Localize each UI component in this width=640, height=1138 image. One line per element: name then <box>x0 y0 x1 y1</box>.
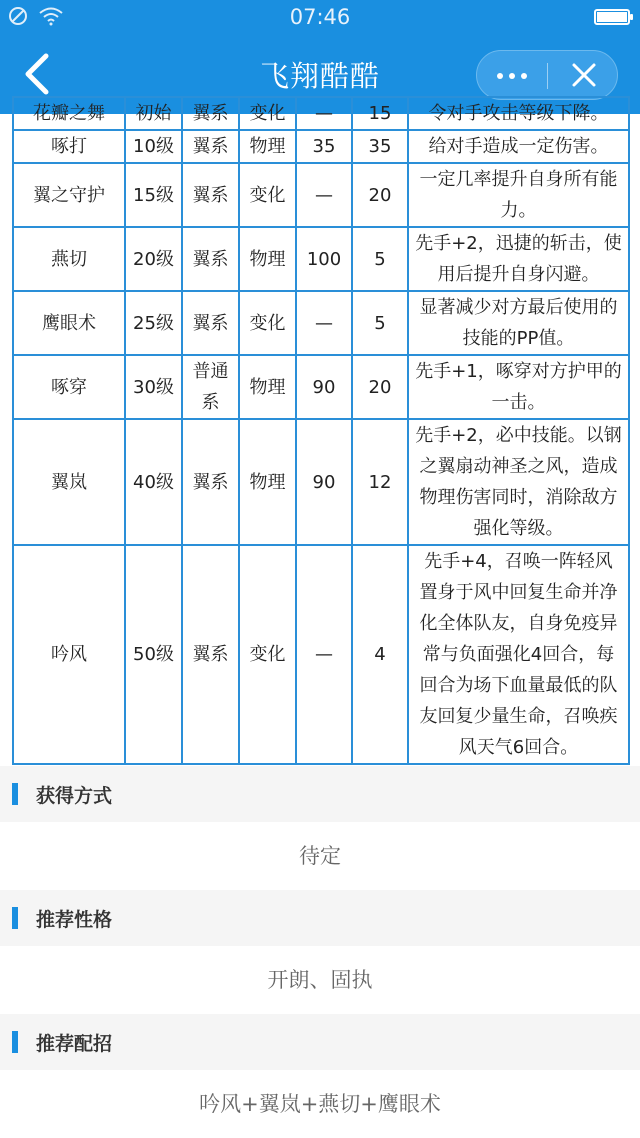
skill-type-cell: 翼系 <box>182 227 239 291</box>
skill-desc-cell: 显著减少对方最后使用的 技能的PP值。 <box>408 291 629 355</box>
close-icon <box>549 51 619 101</box>
section-accent-bar <box>12 783 18 805</box>
skill-level-cell: 15级 <box>125 163 182 227</box>
skill-table <box>12 96 630 765</box>
skill-category-cell: 物理 <box>239 419 296 545</box>
skill-power-cell: — <box>296 291 352 355</box>
skill-name-cell: 翼岚 <box>13 419 125 545</box>
skill-category-cell: 物理 <box>239 355 296 419</box>
table-row <box>13 227 629 291</box>
skill-type-cell: 翼系 <box>182 419 239 545</box>
skill-level-cell: 初始 <box>125 97 182 130</box>
skill-level-cell: 25级 <box>125 291 182 355</box>
skill-level-cell: 30级 <box>125 355 182 419</box>
table-row <box>13 163 629 227</box>
skill-level-cell: 10级 <box>125 130 182 163</box>
skill-category-cell: 变化 <box>239 163 296 227</box>
close-button[interactable] <box>549 51 619 101</box>
skill-desc-cell: 先手+4，召唤一阵轻风 置身于风中回复生命并净 化全体队友，自身免疫异 常与负面强化4回合，每 回合为场下血量最低的队 友回复少量生命，召唤疾 风天气6回合。 <box>408 545 629 764</box>
table-row <box>13 419 629 545</box>
skill-type-cell: 翼系 <box>182 163 239 227</box>
skill-level-cell: 20级 <box>125 227 182 291</box>
skill-type-cell: 翼系 <box>182 291 239 355</box>
skill-category-cell: 变化 <box>239 97 296 130</box>
skill-name-cell: 鹰眼术 <box>13 291 125 355</box>
skill-pp-cell: 12 <box>352 419 408 545</box>
skill-power-cell: 90 <box>296 419 352 545</box>
skill-name-cell: 燕切 <box>13 227 125 291</box>
battery-icon <box>594 9 630 25</box>
skill-power-cell: — <box>296 97 352 130</box>
skill-desc-cell: 给对手造成一定伤害。 <box>408 130 629 163</box>
table-row <box>13 545 629 764</box>
section-title: 获得方式 <box>36 785 113 807</box>
skill-level-cell: 40级 <box>125 419 182 545</box>
skill-pp-cell: 20 <box>352 163 408 227</box>
skill-table-container[interactable] <box>0 103 640 758</box>
skill-level-cell: 50级 <box>125 545 182 764</box>
skill-power-cell: 35 <box>296 130 352 163</box>
skill-name-cell: 啄穿 <box>13 355 125 419</box>
skill-power-cell: 90 <box>296 355 352 419</box>
skill-power-cell: — <box>296 545 352 764</box>
skill-name-cell: 花瓣之舞 <box>13 97 125 130</box>
skill-desc-cell: 先手+2，必中技能。以钢 之翼扇动神圣之风，造成 物理伤害同时，消除敌方 强化等级。 <box>408 419 629 545</box>
table-row <box>13 291 629 355</box>
mini-program-capsule <box>476 50 618 100</box>
skill-category-cell: 物理 <box>239 227 296 291</box>
section-content-obtain: 待定 <box>299 844 341 868</box>
skill-type-cell: 翼系 <box>182 545 239 764</box>
skill-pp-cell: 35 <box>352 130 408 163</box>
skill-pp-cell: 5 <box>352 291 408 355</box>
skill-power-cell: 100 <box>296 227 352 291</box>
section-content-moveset: 吟风+翼岚+燕切+鹰眼术 <box>199 1092 441 1116</box>
table-row <box>13 97 629 130</box>
skill-desc-cell: 先手+2，迅捷的斩击，使 用后提升自身闪避。 <box>408 227 629 291</box>
capsule-divider <box>547 63 548 89</box>
skill-desc-cell: 一定几率提升自身所有能 力。 <box>408 163 629 227</box>
section-header-nature <box>0 890 640 946</box>
skill-type-cell: 翼系 <box>182 130 239 163</box>
table-row <box>13 355 629 419</box>
skill-pp-cell: 15 <box>352 97 408 130</box>
skill-desc-cell: 令对手攻击等级下降。 <box>408 97 629 130</box>
section-title: 推荐配招 <box>36 1033 113 1055</box>
skill-pp-cell: 4 <box>352 545 408 764</box>
section-header-obtain <box>0 766 640 822</box>
skill-desc-cell: 先手+1，啄穿对方护甲的 一击。 <box>408 355 629 419</box>
skill-type-cell: 翼系 <box>182 97 239 130</box>
table-row <box>13 130 629 163</box>
skill-category-cell: 物理 <box>239 130 296 163</box>
status-time: 07:46 <box>289 5 351 29</box>
skill-name-cell: 翼之守护 <box>13 163 125 227</box>
more-dots-icon <box>497 73 503 79</box>
section-header-moveset <box>0 1014 640 1070</box>
section-accent-bar <box>12 1031 18 1053</box>
skill-name-cell: 啄打 <box>13 130 125 163</box>
skill-power-cell: — <box>296 163 352 227</box>
section-accent-bar <box>12 907 18 929</box>
skill-pp-cell: 5 <box>352 227 408 291</box>
status-bar <box>0 0 640 34</box>
section-title: 推荐性格 <box>36 909 113 931</box>
skill-category-cell: 变化 <box>239 291 296 355</box>
skill-type-cell: 普通 系 <box>182 355 239 419</box>
page-title: 飞翔酷酷 <box>259 59 380 93</box>
section-content-nature: 开朗、固执 <box>267 968 373 992</box>
more-button[interactable] <box>477 51 547 101</box>
skill-pp-cell: 20 <box>352 355 408 419</box>
skill-name-cell: 吟风 <box>13 545 125 764</box>
skill-category-cell: 变化 <box>239 545 296 764</box>
